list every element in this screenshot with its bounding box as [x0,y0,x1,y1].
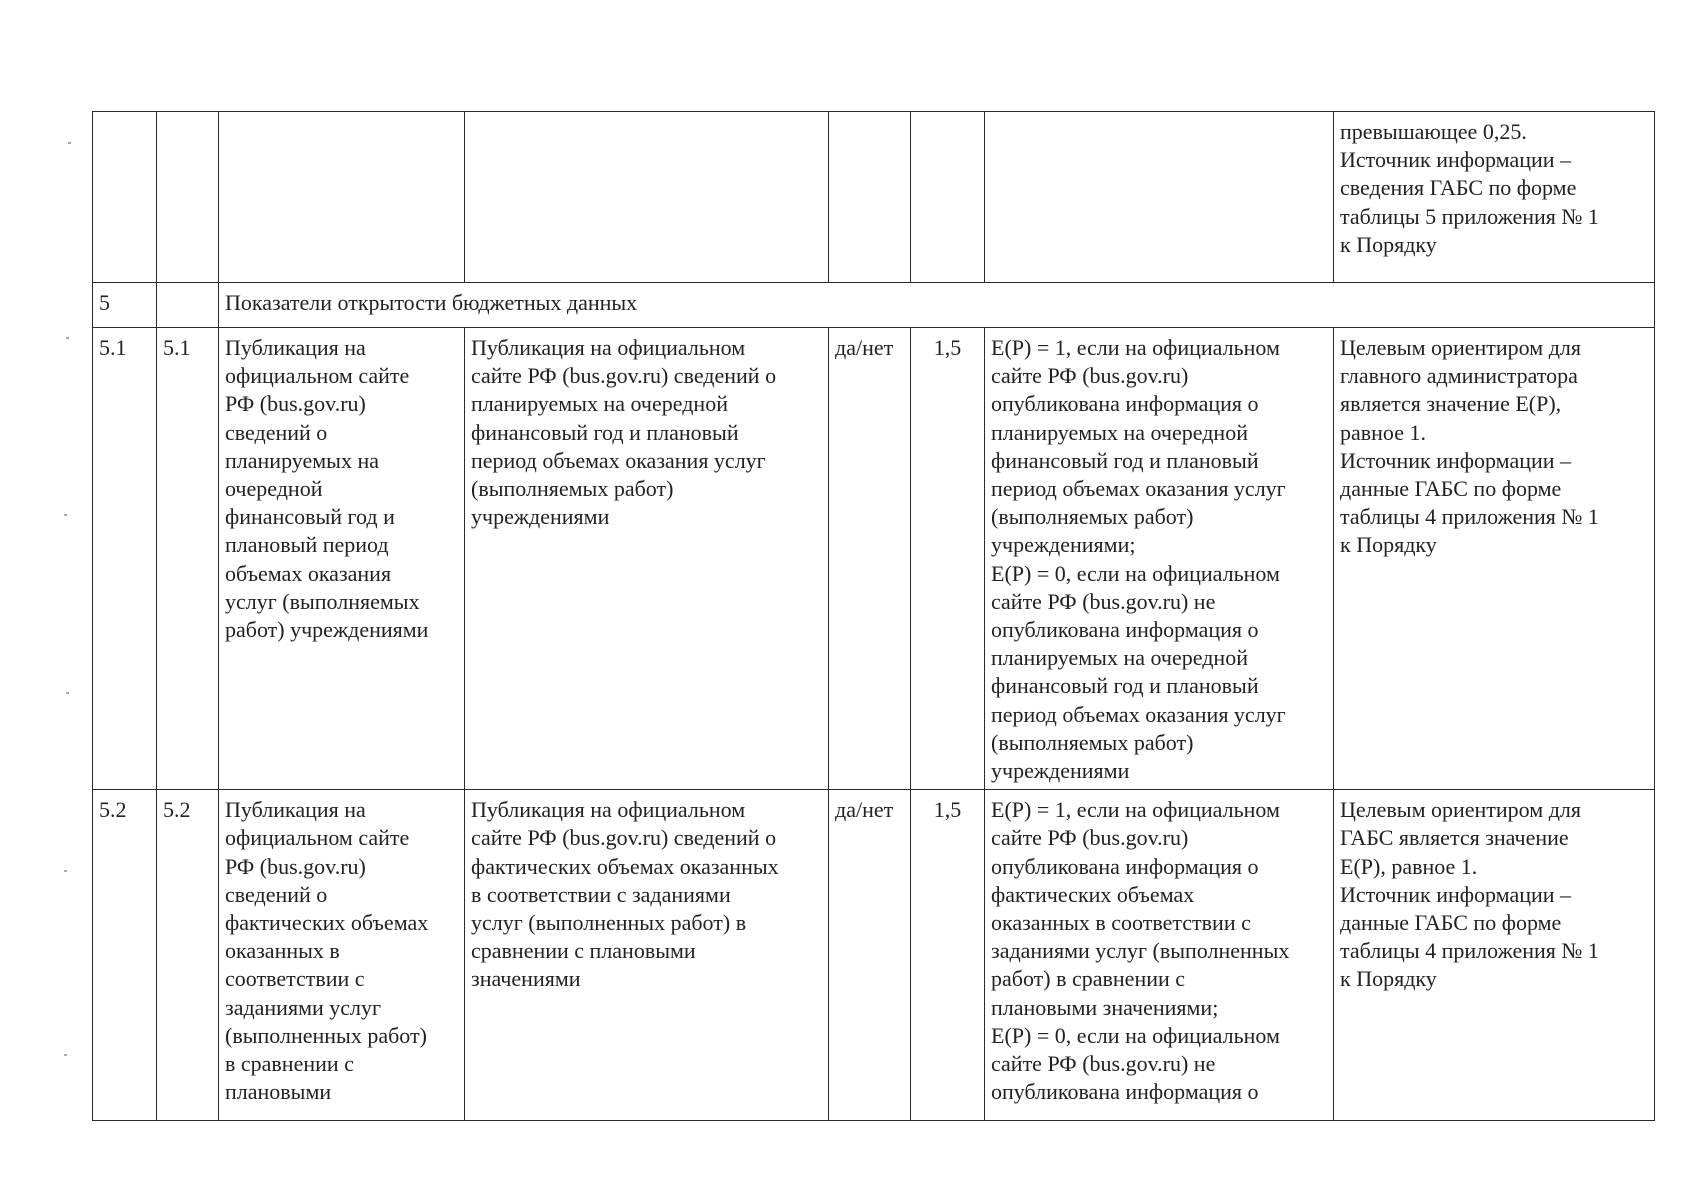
indicator-target [1334,328,1655,790]
cell-empty [157,283,219,328]
indicator-description [465,790,829,1121]
scan-speck [64,1054,67,1056]
scan-speck [66,337,69,339]
row-code: 5.2 [157,790,219,1121]
cell-empty [93,112,157,283]
cell-empty [829,112,911,283]
row-number: 5.2 [93,790,157,1121]
cell-empty [465,112,829,283]
indicator-target-text: Целевым ориентиром для главного администратора является значение Е(Р), равное 1. Источник информации – данные ГАБС по форме таблицы 4 приложения № 1 к Порядку [1340,335,1599,558]
section-title: Показатели открытости бюджетных данных [219,283,1655,328]
indicator-unit: да/нет [829,328,911,790]
indicator-weight: 1,5 [911,790,985,1121]
row-number: 5.1 [93,328,157,790]
indicators-table [92,111,1655,1121]
cell-target-continued [1334,112,1655,283]
indicator-name [219,328,465,790]
indicator-description [465,328,829,790]
cell-empty [985,112,1334,283]
indicator-target-text: Целевым ориентиром для ГАБС является значение Е(Р), равное 1. Источник информации – данные ГАБС по форме таблицы 4 приложения № 1 к Порядку [1340,797,1599,992]
indicator-formula [985,328,1334,790]
indicator-description-text: Публикация на официальном сайте РФ (bus.gov.ru) сведений о планируемых на очередной финансовый год и плановый период объемах оказания услуг (выполняемых работ) учреждениями [471,335,777,530]
cell-empty [911,112,985,283]
indicator-unit: да/нет [829,790,911,1121]
indicator-name [219,790,465,1121]
indicator-formula-text: Е(Р) = 1, если на официальном сайте РФ (bus.gov.ru) опубликована информация о планируемых на очередной финансовый год и плановый период объемах оказания услуг (выполняемых работ) учреждениями; Е(Р) = 0, если на официальном сайте РФ (bus.gov.ru) не опубликована информация о планируемых на очередной финансовый год и плановый период объемах оказания услуг (выполняемых работ) учреждениями [991,335,1286,784]
cell-empty [219,112,465,283]
table-row [93,328,1655,790]
indicator-formula-text: Е(Р) = 1, если на официальном сайте РФ (bus.gov.ru) опубликована информация о фактических объемах оказанных в соответствии с заданиями услуг (выполненных работ) в сравнении с плановыми значениями; Е(Р) = 0, если на официальном сайте РФ (bus.gov.ru) не опубликована информация о [991,797,1290,1105]
row-code: 5.1 [157,328,219,790]
table-row-continuation [93,112,1655,283]
indicator-name-text: Публикация на официальном сайте РФ (bus.gov.ru) сведений о фактических объемах оказанных в соответствии с заданиями услуг (выполненных работ) в сравнении с плановыми [225,797,429,1105]
indicator-weight: 1,5 [911,328,985,790]
indicator-target [1334,790,1655,1121]
scan-speck [64,870,67,872]
indicator-description-text: Публикация на официальном сайте РФ (bus.gov.ru) сведений о фактических объемах оказанных в соответствии с заданиями услуг (выполненных работ) в сравнении с плановыми значениями [471,797,779,992]
cell-empty [157,112,219,283]
scan-speck [66,692,69,694]
scan-speck [64,514,67,516]
section-number: 5 [93,283,157,328]
scan-speck [68,142,71,144]
indicator-formula [985,790,1334,1121]
target-continued-text: превышающее 0,25. Источник информации – сведения ГАБС по форме таблицы 5 приложения № 1 к Порядку [1340,119,1599,257]
indicator-name-text: Публикация на официальном сайте РФ (bus.gov.ru) сведений о планируемых на очередной финансовый год и плановый период объемах оказания услуг (выполняемых работ) учреждениями [225,335,429,643]
table-row [93,790,1655,1121]
section-row [93,283,1655,328]
